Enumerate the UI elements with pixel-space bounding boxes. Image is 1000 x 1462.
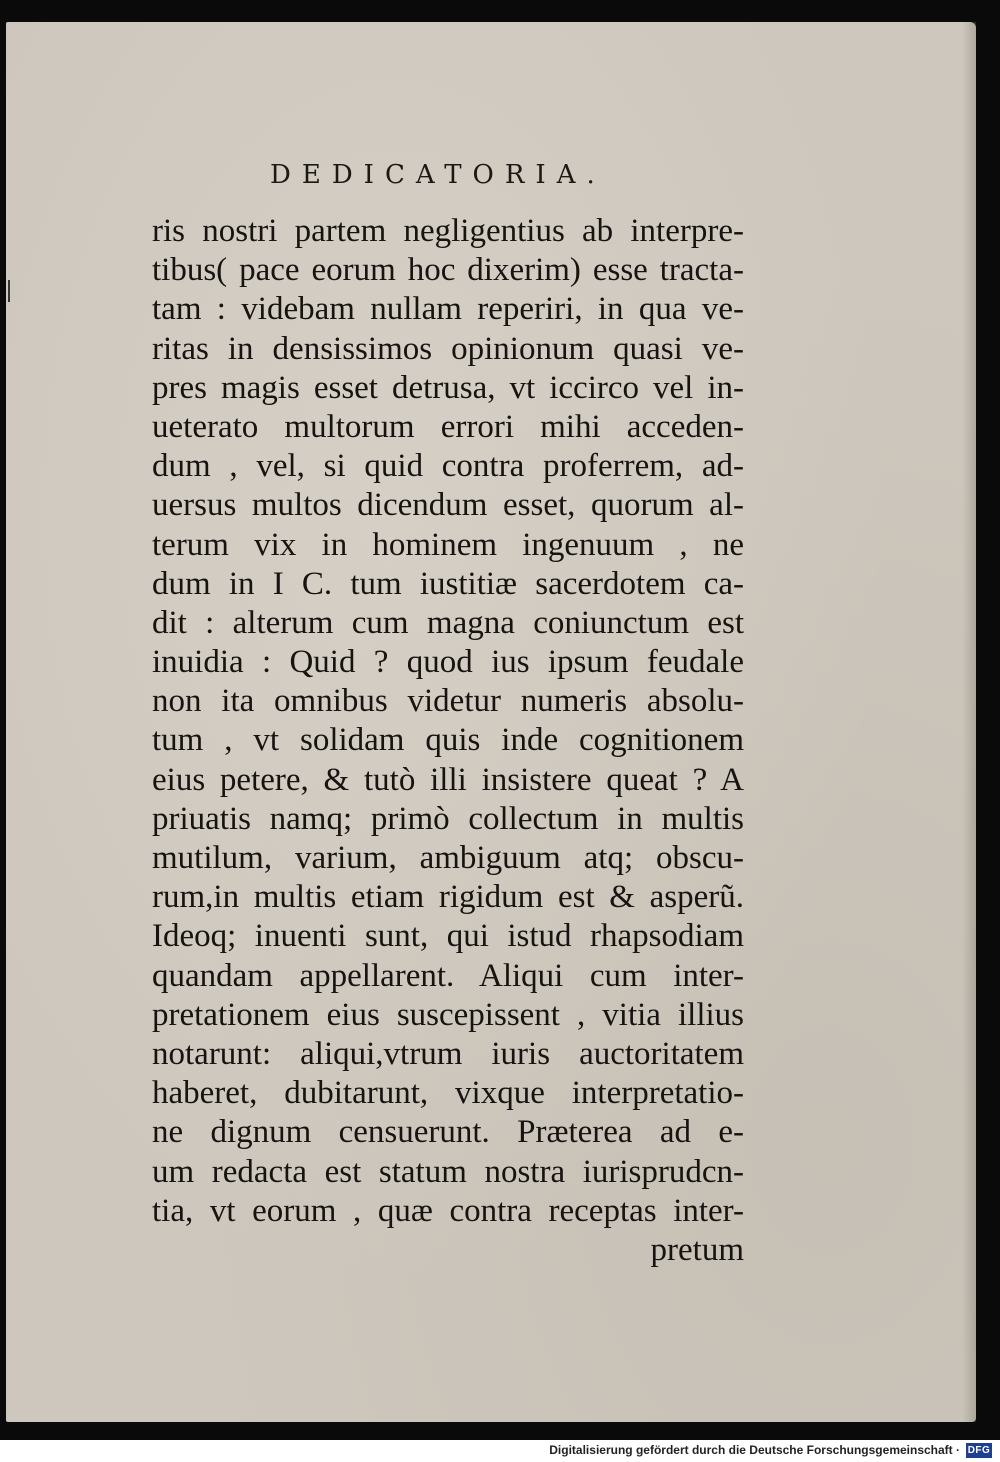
funding-note: Digitalisierung gefördert durch die Deutsche Forschungsgemeinschaft · — [549, 1443, 960, 1457]
text-line: terum vix in hominem ingenuum , ne — [152, 526, 744, 563]
page-edge-shadow — [962, 22, 976, 1422]
text-line: quandam appellarent. Aliqui cum inter- — [152, 957, 744, 994]
binding-mark — [8, 280, 10, 302]
catchword: pretum — [650, 1231, 744, 1268]
text-line: haberet, dubitarunt, vixque interpretatio- — [152, 1075, 744, 1112]
text-line: non ita omnibus videtur numeris absolu- — [152, 683, 744, 720]
text-line: inuidia : Quid ? quod ius ipsum feudale — [152, 644, 744, 681]
text-line: pres magis esset detrusa, vt iccirco vel in- — [152, 369, 744, 406]
running-header: DEDICATORIA. — [270, 160, 606, 190]
dfg-logo-icon: DFG — [967, 1445, 991, 1456]
text-line: tam : videbam nullam reperiri, in qua ve- — [152, 291, 744, 328]
text-line: tibus( pace eorum hoc dixerim) esse tracta- — [152, 252, 744, 289]
text-line: Ideoq; inuenti sunt, qui istud rhapsodiam — [152, 918, 744, 955]
text-line: mutilum, varium, ambiguum atq; obscu- — [152, 840, 744, 876]
funding-footer — [0, 1440, 1000, 1462]
text-line: ueterato multorum errori mihi acceden- — [152, 408, 744, 445]
text-line: dit : alterum cum magna coniunctum est — [152, 604, 744, 641]
text-line: uersus multos dicendum esset, quorum al- — [152, 487, 744, 524]
text-line: rum,in multis etiam rigidum est & asperũ. — [152, 879, 744, 916]
text-line: tia, vt eorum , quæ contra receptas inter- — [152, 1192, 744, 1229]
text-line: ne dignum censuerunt. Præterea ad e- — [152, 1114, 744, 1151]
book-page — [6, 22, 976, 1422]
text-line: dum in I C. tum iustitiæ sacerdotem ca- — [152, 565, 744, 602]
text-line: eius petere, & tutò illi insistere queat ? A — [152, 761, 744, 798]
text-line: ris nostri partem negligentius ab interpre- — [152, 213, 744, 249]
text-line: ritas in densissimos opinionum quasi ve- — [152, 330, 744, 367]
text-line: notarunt: aliqui,vtrum iuris auctoritatem — [152, 1035, 744, 1072]
text-line: priuatis namq; primò collectum in multis — [152, 800, 744, 837]
text-line: tum , vt solidam quis inde cognitionem — [152, 722, 744, 759]
text-line: pretationem eius suscepissent , vitia illius — [152, 996, 744, 1033]
text-line: um redacta est statum nostra iurisprudcn- — [152, 1153, 744, 1190]
body-text — [152, 212, 744, 1270]
text-line: dum , vel, si quid contra proferrem, ad- — [152, 448, 744, 485]
